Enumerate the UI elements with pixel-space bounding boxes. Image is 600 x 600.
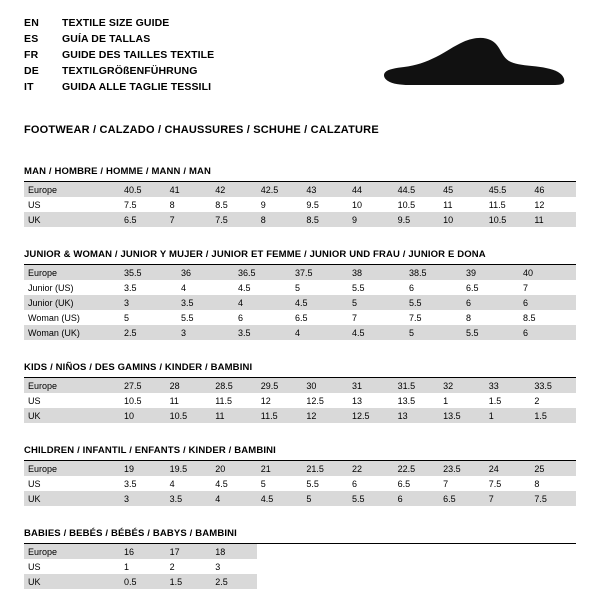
- table-row: [24, 476, 576, 491]
- size-cell: 2: [534, 395, 540, 406]
- table-row: [24, 310, 576, 325]
- size-cell: 17: [166, 544, 212, 559]
- empty-cell: [394, 574, 440, 589]
- empty-cell: [302, 559, 348, 574]
- row-label: US: [28, 395, 41, 406]
- size-cell: 3: [120, 491, 166, 506]
- size-cell: 3.5: [234, 325, 291, 340]
- size-cell: 4.5: [238, 282, 251, 293]
- size-cell: 1.5: [530, 408, 576, 423]
- category-title: FOOTWEAR / CALZADO / CHAUSSURES / SCHUHE / CALZATURE: [24, 124, 379, 136]
- row-label: UK: [24, 491, 120, 506]
- size-cell: 40.5: [120, 182, 166, 197]
- empty-cell: [394, 559, 440, 574]
- size-cell: 4: [169, 478, 175, 489]
- block-title: KIDS / NIÑOS / DES GAMINS / KINDER / BAMBINI: [24, 362, 576, 378]
- size-cell: 13: [351, 395, 362, 406]
- language-row: [24, 48, 214, 64]
- row-label: UK: [24, 574, 120, 589]
- size-cell: 4.5: [257, 491, 303, 506]
- size-cell: 5.5: [352, 282, 365, 293]
- table-row: [24, 325, 576, 340]
- row-label: US: [28, 561, 41, 572]
- size-cell: 45: [439, 182, 485, 197]
- size-cell: 12: [260, 395, 271, 406]
- size-cell: 21: [257, 461, 303, 476]
- size-cell: 7.5: [488, 478, 502, 489]
- size-cell: 11: [211, 408, 257, 423]
- size-cell: 41: [166, 182, 212, 197]
- size-cell: 11: [530, 212, 576, 227]
- table-row: [24, 378, 576, 393]
- size-cell: 1.5: [488, 395, 502, 406]
- size-block-junior-woman: [24, 249, 576, 340]
- empty-cell: [485, 559, 531, 574]
- table-row: [24, 559, 576, 574]
- size-cell: 5: [302, 491, 348, 506]
- size-cell: 3.5: [124, 282, 137, 293]
- size-cell: 5.5: [306, 478, 319, 489]
- row-label: Woman (UK): [24, 325, 120, 340]
- size-cell: 32: [439, 378, 485, 393]
- size-cell: 6.5: [295, 312, 308, 323]
- empty-cell: [348, 559, 394, 574]
- size-cell: 21.5: [302, 461, 348, 476]
- size-cell: 6.5: [120, 212, 166, 227]
- row-label: Junior (UK): [24, 295, 120, 310]
- size-cell: 5.5: [348, 491, 394, 506]
- size-cell: 6: [519, 295, 576, 310]
- size-cell: 8: [534, 478, 540, 489]
- document-header: [24, 16, 576, 106]
- language-code: DE: [24, 64, 39, 77]
- size-cell: 8.5: [215, 199, 228, 210]
- row-label: Europe: [24, 378, 120, 393]
- size-cell: 5: [295, 282, 301, 293]
- size-cell: 31.5: [394, 378, 440, 393]
- language-title-rows: [24, 16, 214, 96]
- size-cell: 6.5: [397, 478, 411, 489]
- empty-cell: [257, 574, 303, 589]
- size-cell: 7: [523, 282, 529, 293]
- language-code: EN: [24, 17, 39, 29]
- size-cell: 36.5: [234, 265, 291, 280]
- size-block-kids: [24, 362, 576, 423]
- size-cell: 2.5: [211, 574, 257, 589]
- table-row: [24, 393, 576, 408]
- row-label: Woman (US): [28, 312, 80, 323]
- empty-cell: [348, 544, 394, 559]
- size-cell: 7.5: [409, 312, 422, 323]
- size-cell: 4: [211, 491, 257, 506]
- empty-cell: [257, 544, 303, 559]
- table-row: [24, 544, 576, 559]
- size-cell: 12.5: [306, 395, 324, 406]
- size-cell: 1: [485, 408, 531, 423]
- size-cell: 7: [166, 212, 212, 227]
- empty-cell: [302, 544, 348, 559]
- size-cell: 10: [439, 212, 485, 227]
- size-cell: 7: [352, 312, 358, 323]
- size-cell: 18: [211, 544, 257, 559]
- size-table-junior-woman: [24, 265, 576, 340]
- size-cell: 6: [519, 325, 576, 340]
- size-table-kids: [24, 378, 576, 423]
- size-table-man: [24, 182, 576, 227]
- size-cell: 12: [302, 408, 348, 423]
- size-cell: 3.5: [177, 295, 234, 310]
- language-title: GUIDA ALLE TAGLIE TESSILI: [62, 80, 212, 93]
- table-row: [24, 212, 576, 227]
- block-title: JUNIOR & WOMAN / JUNIOR Y MUJER / JUNIOR ET FEMME / JUNIOR UND FRAU / JUNIOR E DONA: [24, 249, 576, 265]
- size-cell: 10.5: [166, 408, 212, 423]
- table-row: [24, 197, 576, 212]
- table-row: [24, 461, 576, 476]
- block-title: CHILDREN / INFANTIL / ENFANTS / KINDER / BAMBINI: [24, 445, 576, 461]
- table-row: [24, 491, 576, 506]
- size-cell: 1: [124, 561, 130, 572]
- size-cell: 33.5: [530, 378, 576, 393]
- size-cell: 40: [519, 265, 576, 280]
- size-cell: 1: [443, 395, 449, 406]
- size-cell: 44.5: [394, 182, 440, 197]
- size-cell: 37.5: [291, 265, 348, 280]
- size-cell: 7: [485, 491, 531, 506]
- language-row: [24, 32, 214, 48]
- size-cell: 16: [120, 544, 166, 559]
- size-cell: 35.5: [120, 265, 177, 280]
- size-cell: 8: [169, 199, 175, 210]
- size-cell: 2: [169, 561, 175, 572]
- language-row: [24, 64, 214, 80]
- size-cell: 6: [351, 478, 357, 489]
- size-block-babies: [24, 528, 576, 589]
- size-cell: 29.5: [257, 378, 303, 393]
- size-cell: 5.5: [405, 295, 462, 310]
- block-title: MAN / HOMBRE / HOMME / MANN / MAN: [24, 166, 576, 182]
- block-title: BABIES / BEBÉS / BÉBÉS / BABYS / BAMBINI: [24, 528, 576, 544]
- size-cell: 8.5: [523, 312, 536, 323]
- size-cell: 20: [211, 461, 257, 476]
- size-cell: 33: [485, 378, 531, 393]
- row-label: UK: [24, 212, 120, 227]
- language-code: FR: [24, 48, 39, 61]
- size-cell: 7.5: [211, 212, 257, 227]
- size-cell: 13.5: [439, 408, 485, 423]
- size-cell: 5.5: [462, 325, 519, 340]
- size-cell: 31: [348, 378, 394, 393]
- size-cell: 11: [169, 395, 179, 406]
- empty-cell: [302, 574, 348, 589]
- language-code: ES: [24, 32, 39, 45]
- size-cell: 3.5: [166, 491, 212, 506]
- size-cell: 10.5: [397, 199, 416, 210]
- row-label: US: [28, 478, 41, 489]
- dress-shoe-icon: [380, 30, 570, 102]
- table-row: [24, 265, 576, 280]
- size-cell: 8.5: [302, 212, 348, 227]
- language-title: GUÍA DE TALLAS: [62, 32, 151, 45]
- size-cell: 3: [215, 561, 221, 572]
- empty-cell: [439, 544, 485, 559]
- size-cell: 5.5: [181, 312, 194, 323]
- size-cell: 39: [462, 265, 519, 280]
- size-cell: 5: [405, 325, 462, 340]
- size-cell: 28: [166, 378, 212, 393]
- size-cell: 23.5: [439, 461, 485, 476]
- size-table-children: [24, 461, 576, 506]
- empty-cell: [257, 559, 303, 574]
- size-cell: 13: [394, 408, 440, 423]
- size-cell: 42.5: [257, 182, 303, 197]
- empty-cell: [530, 559, 576, 574]
- size-cell: 19.5: [166, 461, 212, 476]
- size-cell: 10.5: [485, 212, 531, 227]
- empty-cell: [485, 574, 531, 589]
- size-cell: 12: [534, 199, 545, 210]
- size-cell: 36: [177, 265, 234, 280]
- size-cell: 24: [485, 461, 531, 476]
- size-cell: 11.5: [257, 408, 303, 423]
- size-cell: 4: [291, 325, 348, 340]
- size-cell: 9.5: [306, 199, 319, 210]
- size-cell: 44: [348, 182, 394, 197]
- size-cell: 1.5: [166, 574, 212, 589]
- row-label: Europe: [24, 265, 120, 280]
- empty-cell: [348, 574, 394, 589]
- size-cell: 7.5: [530, 491, 576, 506]
- size-cell: 9: [260, 199, 266, 210]
- language-title: TEXTILGRÖßENFÜHRUNG: [62, 64, 198, 77]
- size-cell: 38: [348, 265, 405, 280]
- size-cell: 38.5: [405, 265, 462, 280]
- size-cell: 5: [260, 478, 266, 489]
- table-row: [24, 182, 576, 197]
- size-cell: 4.5: [291, 295, 348, 310]
- language-title: GUIDE DES TAILLES TEXTILE: [62, 48, 215, 61]
- size-cell: 22.5: [394, 461, 440, 476]
- size-cell: 7.5: [124, 199, 137, 210]
- size-cell: 12.5: [348, 408, 394, 423]
- empty-cell: [439, 574, 485, 589]
- table-row: [24, 574, 576, 589]
- size-cell: 28.5: [211, 378, 257, 393]
- size-cell: 43: [302, 182, 348, 197]
- size-table-babies: [24, 544, 576, 589]
- empty-cell: [439, 559, 485, 574]
- size-cell: 11.5: [215, 395, 233, 406]
- size-block-children: [24, 445, 576, 506]
- language-row: [24, 80, 214, 96]
- size-cell: 5: [124, 312, 130, 323]
- size-cell: 25: [530, 461, 576, 476]
- language-title: TEXTILE SIZE GUIDE: [62, 17, 170, 29]
- size-cell: 5: [348, 295, 405, 310]
- size-cell: 8: [466, 312, 472, 323]
- row-label: Europe: [24, 461, 120, 476]
- size-cell: 30: [302, 378, 348, 393]
- size-cell: 4: [234, 295, 291, 310]
- language-row: [24, 16, 214, 32]
- language-title-list: [24, 16, 214, 96]
- size-cell: 7: [443, 478, 449, 489]
- size-cell: 9.5: [394, 212, 440, 227]
- size-cell: 6: [462, 295, 519, 310]
- size-cell: 4: [181, 282, 187, 293]
- table-row: [24, 295, 576, 310]
- size-cell: 11.5: [488, 199, 506, 210]
- empty-cell: [530, 574, 576, 589]
- size-cell: 10: [351, 199, 362, 210]
- size-cell: 22: [348, 461, 394, 476]
- size-cell: 3: [177, 325, 234, 340]
- size-cell: 9: [348, 212, 394, 227]
- size-cell: 2.5: [120, 325, 177, 340]
- size-cell: 3: [120, 295, 177, 310]
- size-cell: 10: [120, 408, 166, 423]
- size-cell: 6.5: [439, 491, 485, 506]
- size-cell: 46: [530, 182, 576, 197]
- size-cell: 6.5: [466, 282, 479, 293]
- size-cell: 3.5: [124, 478, 137, 489]
- size-cell: 11: [443, 199, 453, 210]
- empty-cell: [530, 544, 576, 559]
- table-row: [24, 408, 576, 423]
- size-block-man: [24, 166, 576, 227]
- row-label: Europe: [24, 544, 120, 559]
- language-code: IT: [24, 80, 34, 93]
- table-row: [24, 280, 576, 295]
- size-cell: 42: [211, 182, 257, 197]
- row-label: Junior (US): [28, 282, 74, 293]
- size-cell: 6: [394, 491, 440, 506]
- size-cell: 0.5: [120, 574, 166, 589]
- row-label: UK: [24, 408, 120, 423]
- size-cell: 10.5: [124, 395, 142, 406]
- size-cell: 45.5: [485, 182, 531, 197]
- size-cell: 6: [409, 282, 415, 293]
- size-cell: 19: [120, 461, 166, 476]
- size-cell: 27.5: [120, 378, 166, 393]
- size-cell: 4.5: [348, 325, 405, 340]
- size-cell: 13.5: [397, 395, 416, 406]
- size-cell: 4.5: [215, 478, 228, 489]
- size-cell: 6: [238, 312, 244, 323]
- empty-cell: [394, 544, 440, 559]
- row-label: US: [28, 199, 41, 210]
- row-label: Europe: [24, 182, 120, 197]
- size-cell: 8: [257, 212, 303, 227]
- empty-cell: [485, 544, 531, 559]
